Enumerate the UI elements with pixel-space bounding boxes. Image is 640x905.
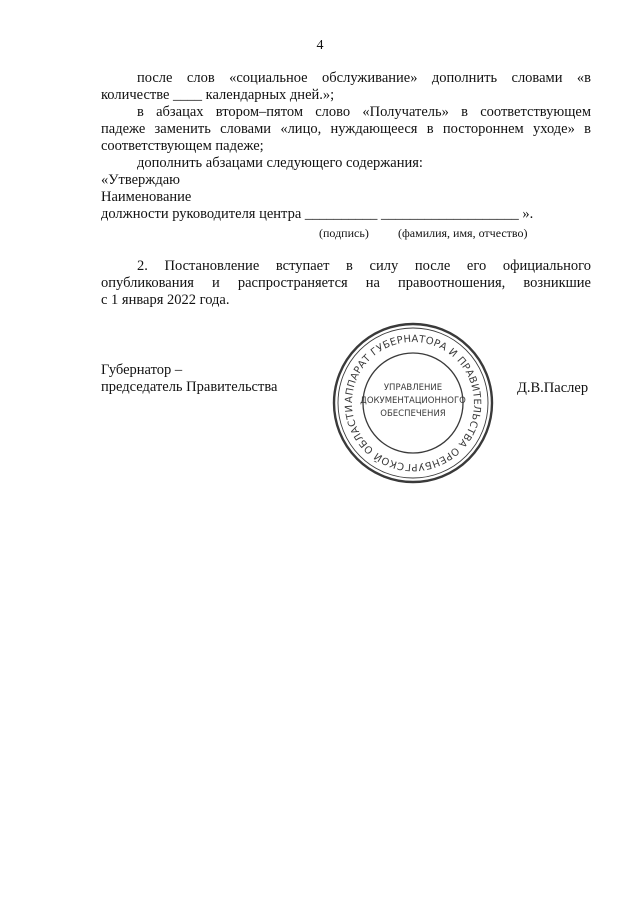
amendment-line: дополнить абзацами следующего содержания: — [137, 155, 423, 171]
official-seal — [328, 318, 498, 488]
approval-signature-line: должности руководителя центра __________ ___________________ ». — [101, 206, 534, 222]
seal-center-line: ОБЕСПЕЧЕНИЯ — [380, 409, 446, 419]
clause-line: с 1 января 2022 года. — [101, 292, 230, 308]
amendment-line: соответствующем падеже; — [101, 138, 264, 154]
amendment-line: падеже заменить словами «лицо, нуждающееся в постороннем уходе» в — [101, 121, 591, 137]
seal-center-line: ДОКУМЕНТАЦИОННОГО — [360, 396, 466, 406]
clause-line: 2. Постановление вступает в силу после его официального — [137, 258, 591, 274]
amendment-line: количестве ____ календарных дней.»; — [101, 87, 335, 103]
governor-title-line: Губернатор – — [101, 362, 183, 378]
approval-line: «Утверждаю — [101, 172, 180, 188]
governor-title-line: председатель Правительства — [101, 379, 278, 395]
name-caption: (фамилия, имя, отчество) — [398, 226, 528, 240]
approval-line: Наименование — [101, 189, 192, 205]
governor-name: Д.В.Паслер — [517, 380, 589, 396]
amendment-paragraph-2 — [101, 104, 591, 155]
amendment-paragraph-1 — [101, 70, 591, 104]
amendment-line: в абзацах втором–пятом слово «Получатель» в соответствующем — [137, 104, 591, 120]
page-number: 4 — [316, 38, 324, 53]
seal-center-line: УПРАВЛЕНИЕ — [383, 383, 443, 393]
clause-line: опубликования и распространяется на правоотношения, возникшие — [101, 275, 591, 291]
amendment-paragraph-3 — [101, 155, 591, 223]
clause-2 — [101, 258, 591, 309]
signature-caption: (подпись) — [319, 226, 369, 240]
amendment-line: после слов «социальное обслуживание» дополнить словами «в — [137, 70, 591, 86]
seal-ring-text: АППАРАТ ГУБЕРНАТОРА И ПРАВИТЕЛЬСТВА ОРЕНБУРГСКОЙ ОБЛАСТИ — [343, 333, 483, 473]
governor-title — [101, 362, 277, 396]
